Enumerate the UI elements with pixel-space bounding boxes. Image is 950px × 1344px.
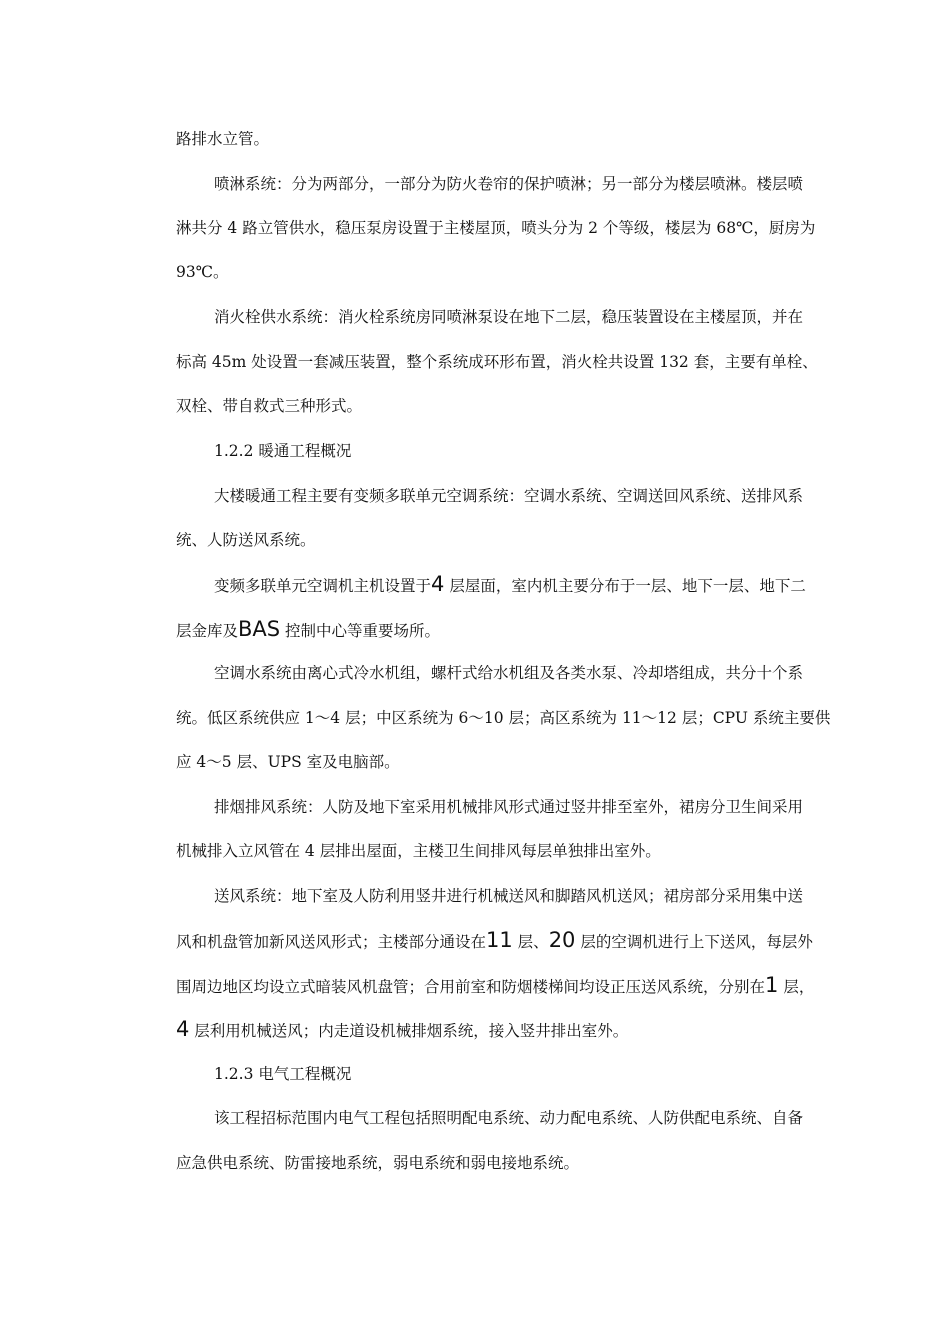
text-run: 4 <box>176 1017 190 1041</box>
paragraph-line: 喷淋系统：分为两部分，一部分为防火卷帘的保护喷淋；另一部分为楼层喷淋。楼层喷 <box>214 175 804 193</box>
paragraph-line: 统。低区系统供应 1～4 层；中区系统为 6～10 层；高区系统为 11～12 层；CPU 系统主要供 <box>176 709 831 727</box>
paragraph-line: 淋共分 4 路立管供水，稳压泵房设置于主楼屋顶，喷头分为 2 个等级，楼层为 68℃，厨房为 <box>176 219 816 237</box>
text-run: 层金库及 <box>176 622 239 640</box>
paragraph-line <box>176 929 858 953</box>
paragraph-line: 送风系统：地下室及人防利用竖井进行机械送风和脚踏风机送风；裙房部分采用集中送 <box>214 887 804 905</box>
text-run: 围周边地区均设立式暗装风机盘管；合用前室和防烟楼梯间均设正压送风系统，分别在 <box>176 978 766 996</box>
paragraph-line: 该工程招标范围内电气工程包括照明配电系统、动力配电系统、人防供配电系统、自备 <box>214 1109 804 1127</box>
text-run: 变频多联单元空调机主机设置于 <box>214 577 432 595</box>
paragraph-line: 应 4～5 层、UPS 室及电脑部。 <box>176 753 400 771</box>
paragraph-line: 路排水立管。 <box>176 130 270 148</box>
text-run: 控制中心等重要场所。 <box>280 622 441 640</box>
section-heading: 1.2.2 暖通工程概况 <box>214 442 352 460</box>
text-run: 20 <box>548 928 576 952</box>
section-heading: 1.2.3 电气工程概况 <box>214 1065 352 1083</box>
paragraph-line <box>176 974 858 998</box>
text-run: 层的空调机进行上下送风，每层外 <box>575 933 813 951</box>
paragraph-line <box>214 573 896 597</box>
paragraph-line <box>176 618 858 642</box>
text-run: 1 <box>765 973 779 997</box>
text-run: BAS <box>238 617 281 641</box>
text-run: 层， <box>778 978 815 996</box>
paragraph-line: 标高 45m 处设置一套减压装置，整个系统成环形布置，消火栓共设置 132 套，主要有单栓、 <box>176 353 818 371</box>
paragraph-line: 93℃。 <box>176 263 229 281</box>
paragraph-line: 大楼暖通工程主要有变频多联单元空调系统：空调水系统、空调送回风系统、送排风系 <box>214 487 804 505</box>
text-run: 风和机盘管加新风送风形式；主楼部分通设在 <box>176 933 487 951</box>
paragraph-line: 消火栓供水系统：消火栓系统房同喷淋泵设在地下二层，稳压装置设在主楼屋顶，并在 <box>214 308 804 326</box>
text-run: 层屋面，室内机主要分布于一层、地下一层、地下二 <box>444 577 806 595</box>
paragraph-line: 双栓、带自救式三种形式。 <box>176 397 363 415</box>
paragraph-line: 统、人防送风系统。 <box>176 531 316 549</box>
text-run: 层利用机械送风；内走道设机械排烟系统，接入竖井排出室外。 <box>189 1022 629 1040</box>
text-run: 层、 <box>512 933 549 951</box>
text-run: 4 <box>431 572 445 596</box>
text-run: 11 <box>486 928 513 952</box>
paragraph-line: 空调水系统由离心式冷水机组，螺杆式给水机组及各类水泵、冷却塔组成，共分十个系 <box>214 664 804 682</box>
paragraph-line: 应急供电系统、防雷接地系统，弱电系统和弱电接地系统。 <box>176 1154 580 1172</box>
paragraph-line: 机械排入立风管在 4 层排出屋面，主楼卫生间排风每层单独排出室外。 <box>176 842 661 860</box>
paragraph-line: 排烟排风系统：人防及地下室采用机械排风形式通过竖井排至室外，裙房分卫生间采用 <box>214 798 804 816</box>
paragraph-line <box>176 1018 858 1042</box>
